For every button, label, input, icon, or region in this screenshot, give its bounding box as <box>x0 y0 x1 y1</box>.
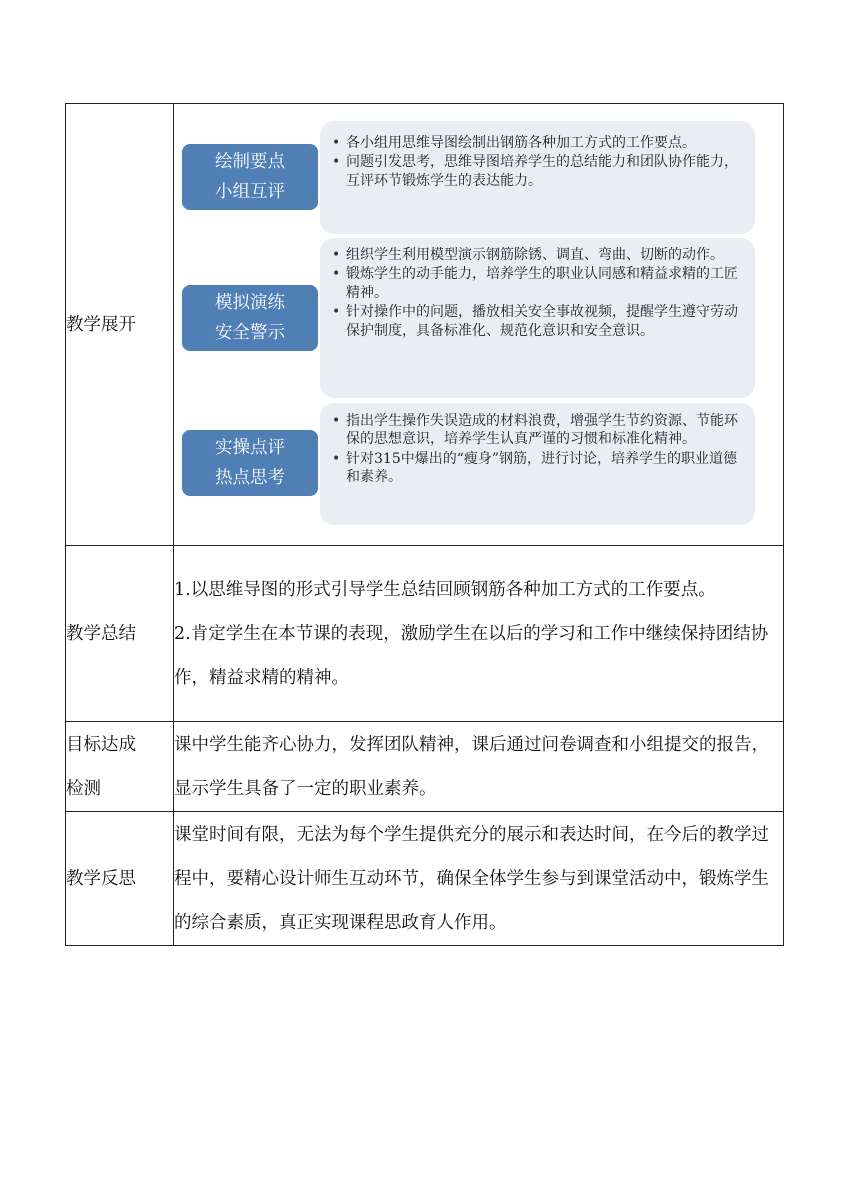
node-2-title-line2: 安全警示 <box>215 322 285 343</box>
mind-map-node-3 <box>182 430 318 496</box>
goal-label-line2: 检测 <box>66 778 101 799</box>
mind-map-node-1 <box>182 144 318 210</box>
mind-map-detail-1 <box>320 121 755 234</box>
node-1-title-line2: 小组互评 <box>215 181 285 202</box>
mind-map-detail-2 <box>320 238 755 398</box>
goal-text: 课中学生能齐心协力，发挥团队精神，课后通过问卷调查和小组提交的报告，显示学生具备了一定的职业素养。 <box>174 722 784 812</box>
node-3-title-line1: 实操点评 <box>215 437 285 458</box>
mind-map <box>174 105 783 545</box>
row-goal-check <box>66 722 784 812</box>
detail-2-point-2: • 锻炼学生的动手能力，培养学生的职业认同感和精益求精的工匠精神。 <box>346 265 741 302</box>
node-1-title-line1: 绘制要点 <box>215 151 285 172</box>
row-teaching-summary <box>66 546 784 722</box>
row-label-goal <box>66 722 174 812</box>
row-label-summary: 教学总结 <box>66 546 174 722</box>
detail-1-point-1: • 各小组用思维导图绘制出钢筋各种加工方式的工作要点。 <box>346 134 741 153</box>
node-2-title-line1: 模拟演练 <box>215 292 285 313</box>
detail-1-point-2: • 问题引发思考，思维导图培养学生的总结能力和团队协作能力，互评环节锻炼学生的表达能力。 <box>346 153 741 190</box>
mind-map-detail-3 <box>320 403 755 525</box>
reflection-text: 课堂时间有限，无法为每个学生提供充分的展示和表达时间，在今后的教学过程中，要精心设计师生互动环节，确保全体学生参与到课堂活动中，锻炼学生的综合素质，真正实现课程思政育人作用。 <box>174 812 784 946</box>
summary-cell <box>174 546 784 722</box>
row-label-expand: 教学展开 <box>66 104 174 546</box>
mind-map-node-2 <box>182 285 318 351</box>
node-3-title-line2: 热点思考 <box>215 467 285 488</box>
row-label-reflection: 教学反思 <box>66 812 174 946</box>
summary-item-2: 2.肯定学生在本节课的表现，激励学生在以后的学习和工作中继续保持团结协作，精益求精的精神。 <box>174 623 769 688</box>
detail-3-point-1: • 指出学生操作失误造成的材料浪费，增强学生节约资源、节能环保的思想意识，培养学生认真严谨的习惯和标准化精神。 <box>346 412 741 449</box>
detail-2-point-1: • 组织学生利用模型演示钢筋除锈、调直、弯曲、切断的动作。 <box>346 246 741 265</box>
goal-label-line1: 目标达成 <box>66 734 136 755</box>
row-teaching-reflection <box>66 812 784 946</box>
row-teaching-expand <box>66 104 784 546</box>
lesson-plan-table <box>65 103 784 946</box>
detail-3-point-2: • 针对315中爆出的“瘦身”钢筋，进行讨论，培养学生的职业道德和素养。 <box>346 450 741 487</box>
detail-2-point-3: • 针对操作中的问题，播放相关安全事故视频，提醒学生遵守劳动保护制度，具备标准化、规范化意识和安全意识。 <box>346 303 741 340</box>
summary-item-1: 1.以思维导图的形式引导学生总结回顾钢筋各种加工方式的工作要点。 <box>174 579 716 600</box>
mind-map-cell <box>174 104 784 546</box>
